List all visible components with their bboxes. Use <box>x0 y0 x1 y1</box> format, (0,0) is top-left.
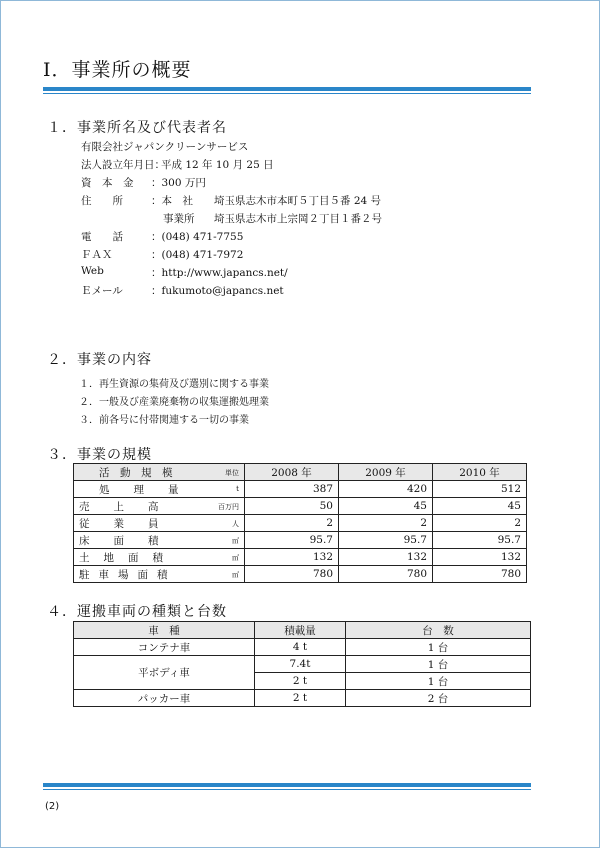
fax-label: ＦＡＸ <box>81 249 113 261</box>
business-item-1: １．再生資源の集荷及び選別に関する事業 <box>79 379 269 390</box>
table-cell: 2 <box>433 515 527 532</box>
vehicle-table <box>73 621 531 707</box>
scale-header-unit: 単位 <box>225 468 239 477</box>
scale-table-header <box>74 464 527 481</box>
established-value: 平成 12 年 10 月 25 日 <box>161 159 274 171</box>
table-cell: 45 <box>433 498 527 515</box>
vehicle-load-cell: 4 t <box>255 639 346 656</box>
vehicle-load-cell: 7.4t <box>255 656 346 673</box>
table-row <box>74 639 531 656</box>
table-cell: 45 <box>339 498 433 515</box>
row-label-cell <box>74 498 245 515</box>
row-unit: ㎡ <box>232 536 239 545</box>
table-cell: 780 <box>245 566 339 583</box>
vehicle-type-cell: コンテナ車 <box>74 639 255 656</box>
section-1-heading: １．事業所名及び代表者名 <box>47 120 227 136</box>
business-item-2: ２．一般及び産業廃棄物の収集運搬処理業 <box>79 397 269 408</box>
row-unit: ㎡ <box>232 570 239 579</box>
email-label: Ｅメール <box>81 285 123 297</box>
row-label: 駐車場面積 <box>79 568 177 581</box>
table-cell: 420 <box>339 481 433 498</box>
vehicle-count-cell: 1 台 <box>346 656 531 673</box>
row-label-cell <box>74 515 245 532</box>
web-link[interactable]: ：http://www.japancs.net/ <box>151 267 288 279</box>
vehicle-load-cell: 2 t <box>255 673 346 690</box>
row-label: 売上高 <box>79 500 183 513</box>
address-label: 住 所 <box>81 195 123 207</box>
row-unit: 人 <box>232 519 239 528</box>
section-4-heading: ４．運搬車両の種類と台数 <box>47 604 227 620</box>
row-label: 従業員 <box>79 517 183 530</box>
section-3-heading: ３．事業の規模 <box>47 447 152 463</box>
table-row <box>74 549 527 566</box>
web-label: Web <box>81 265 104 277</box>
row-label-cell <box>74 566 245 583</box>
table-cell: 2 <box>339 515 433 532</box>
table-cell: 95.7 <box>245 532 339 549</box>
established-label: 法人設立年月日： <box>81 159 165 171</box>
vehicle-header-count: 台 数 <box>346 622 531 639</box>
table-cell: 2 <box>245 515 339 532</box>
scale-header-year-2: 2009 年 <box>339 464 433 481</box>
table-row <box>74 656 531 673</box>
table-cell: 132 <box>433 549 527 566</box>
capital-value: ：300 万円 <box>151 177 206 189</box>
scale-header-activity <box>74 464 245 481</box>
vehicle-count-cell: 1 台 <box>346 673 531 690</box>
row-label: 床面積 <box>79 534 183 547</box>
email-link[interactable]: ：fukumoto@japancs.net <box>151 285 284 297</box>
table-cell: 132 <box>339 549 433 566</box>
scale-header-year-3: 2010 年 <box>433 464 527 481</box>
table-cell: 95.7 <box>433 532 527 549</box>
table-row <box>74 481 527 498</box>
vehicle-count-cell: 1 台 <box>346 639 531 656</box>
tel-value: ：(048) 471-7755 <box>151 231 244 243</box>
vehicle-count-cell: 2 台 <box>346 690 531 707</box>
row-unit: t <box>236 484 239 493</box>
row-label: 土地面積 <box>79 551 177 564</box>
scale-header-label: 活 動 規 模 <box>99 466 173 479</box>
table-cell: 780 <box>433 566 527 583</box>
business-item-3: ３．前各号に付帯関連する一切の事業 <box>79 415 249 426</box>
hq-address: 埼玉県志木市本町５丁目５番 24 号 <box>214 195 382 207</box>
chapter-title: Ⅰ．事業所の概要 <box>43 59 192 81</box>
office-address: 埼玉県志木市上宗岡２丁目１番２号 <box>214 213 382 225</box>
bottom-rule <box>43 783 531 790</box>
hq-label: ：本 社 <box>151 195 193 207</box>
row-label: 処理量 <box>99 483 203 496</box>
scale-table <box>73 463 527 583</box>
table-row <box>74 532 527 549</box>
table-cell: 780 <box>339 566 433 583</box>
table-cell: 512 <box>433 481 527 498</box>
row-label-cell <box>74 549 245 566</box>
vehicle-load-cell: 2 t <box>255 690 346 707</box>
row-unit: ㎡ <box>232 553 239 562</box>
vehicle-type-cell: 平ボディ車 <box>74 656 255 690</box>
row-label-cell <box>74 481 245 498</box>
table-row <box>74 690 531 707</box>
table-cell: 132 <box>245 549 339 566</box>
table-row <box>74 515 527 532</box>
row-unit: 百万円 <box>218 502 239 511</box>
table-row <box>74 498 527 515</box>
row-label-cell <box>74 532 245 549</box>
page-number: (2) <box>45 801 60 812</box>
office-label: 事業所 <box>163 213 195 225</box>
table-cell: 50 <box>245 498 339 515</box>
vehicle-table-header <box>74 622 531 639</box>
section-2-heading: ２．事業の内容 <box>47 352 152 368</box>
fax-value: ：(048) 471-7972 <box>151 249 244 261</box>
table-cell: 95.7 <box>339 532 433 549</box>
vehicle-type-cell: パッカー車 <box>74 690 255 707</box>
vehicle-header-type: 車 種 <box>74 622 255 639</box>
capital-label: 資 本 金 <box>81 177 134 189</box>
vehicle-header-load: 積載量 <box>255 622 346 639</box>
table-cell: 387 <box>245 481 339 498</box>
table-row <box>74 566 527 583</box>
tel-label: 電 話 <box>81 231 123 243</box>
scale-header-year-1: 2008 年 <box>245 464 339 481</box>
company-name: 有限会社ジャパンクリーンサービス <box>81 141 249 153</box>
top-rule <box>43 87 531 94</box>
